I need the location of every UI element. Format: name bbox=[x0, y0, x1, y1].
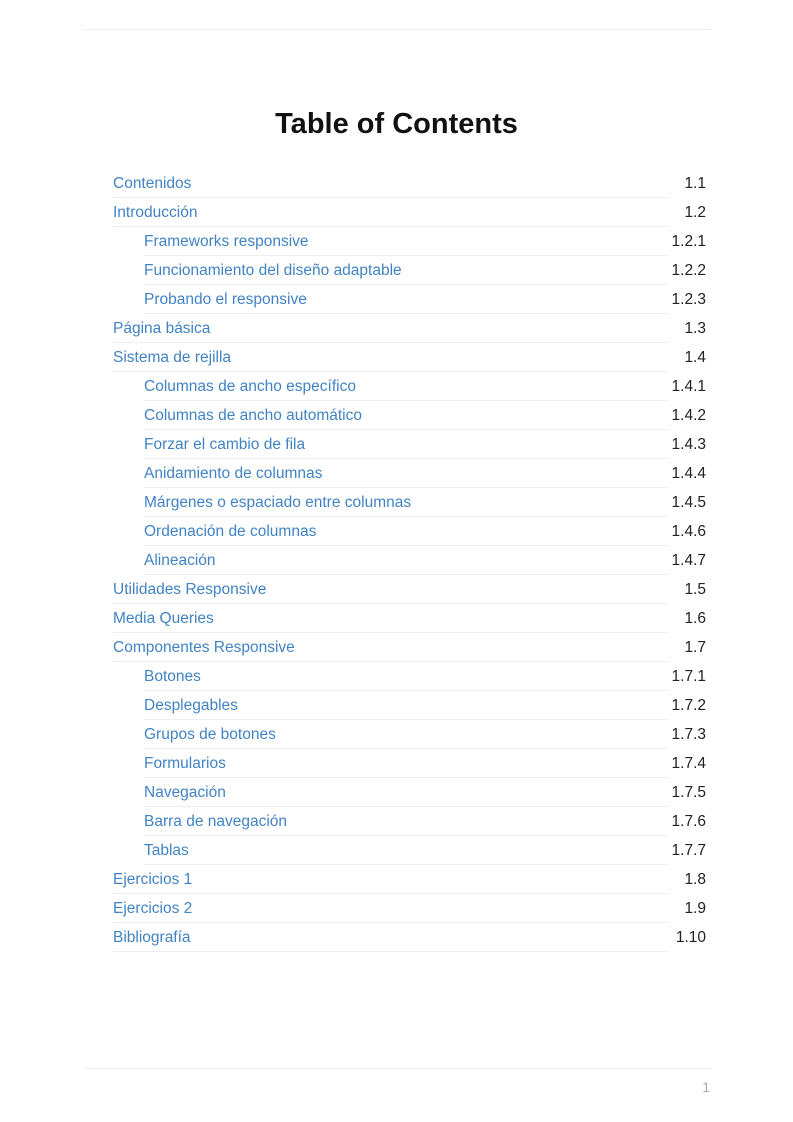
toc-entry-label: Columnas de ancho automático bbox=[144, 407, 362, 424]
toc-entry-label: Alineación bbox=[144, 552, 216, 569]
toc-entry-label: Anidamiento de columnas bbox=[144, 465, 323, 482]
toc-entry-link[interactable] bbox=[113, 605, 707, 633]
toc-entry bbox=[113, 257, 707, 286]
toc-entry-underline bbox=[144, 719, 669, 720]
toc-entry-link[interactable] bbox=[144, 286, 707, 314]
toc-entry-number: 1.7.7 bbox=[671, 842, 706, 859]
toc-entry bbox=[113, 692, 707, 721]
toc-entry bbox=[113, 402, 707, 431]
toc-entry bbox=[113, 837, 707, 866]
toc-entry-label: Columnas de ancho específico bbox=[144, 378, 356, 395]
toc-entry-link[interactable] bbox=[113, 895, 707, 923]
toc-entry-number: 1.5 bbox=[684, 581, 706, 598]
toc-entry-number: 1.2 bbox=[684, 204, 706, 221]
toc-entry-underline bbox=[113, 226, 669, 227]
page-title: Table of Contents bbox=[275, 108, 518, 140]
toc-entry-link[interactable] bbox=[144, 547, 707, 575]
toc-entry-link[interactable] bbox=[144, 808, 707, 836]
toc-entry-label: Frameworks responsive bbox=[144, 233, 309, 250]
toc-entry bbox=[113, 518, 707, 547]
toc-entry bbox=[113, 750, 707, 779]
toc-entry-number: 1.7.2 bbox=[671, 697, 706, 714]
toc-entry-number: 1.4 bbox=[684, 349, 706, 366]
toc-entry-underline bbox=[144, 255, 669, 256]
toc-entry bbox=[113, 344, 707, 373]
toc-entry-link[interactable] bbox=[113, 344, 707, 372]
toc-entry-number: 1.7 bbox=[684, 639, 706, 656]
toc-entry-underline bbox=[113, 342, 669, 343]
toc-entry-link[interactable] bbox=[113, 634, 707, 662]
toc-entry-underline bbox=[144, 574, 669, 575]
toc-entry-underline bbox=[144, 864, 669, 865]
toc-entry-number: 1.6 bbox=[684, 610, 706, 627]
toc-entry-underline bbox=[144, 516, 669, 517]
toc-entry-link[interactable] bbox=[144, 460, 707, 488]
toc-entry-link[interactable] bbox=[144, 837, 707, 865]
toc-entry-link[interactable] bbox=[144, 663, 707, 691]
toc-entry-link[interactable] bbox=[113, 315, 707, 343]
toc-entry-number: 1.7.1 bbox=[671, 668, 706, 685]
toc-entry-underline bbox=[113, 951, 669, 952]
toc-entry-label: Funcionamiento del diseño adaptable bbox=[144, 262, 402, 279]
page-number: 1 bbox=[702, 1079, 710, 1095]
toc-entry-label: Introducción bbox=[113, 204, 198, 221]
toc-entry bbox=[113, 170, 707, 199]
toc-entry-link[interactable] bbox=[144, 489, 707, 517]
toc-entry-number: 1.2.1 bbox=[671, 233, 706, 250]
toc-entry-link[interactable] bbox=[113, 576, 707, 604]
footer-rule bbox=[83, 1068, 711, 1069]
toc-entry-label: Utilidades Responsive bbox=[113, 581, 267, 598]
toc-entry-label: Ordenación de columnas bbox=[144, 523, 317, 540]
toc-entry-number: 1.8 bbox=[684, 871, 706, 888]
toc-entry bbox=[113, 779, 707, 808]
toc-entry-label: Formularios bbox=[144, 755, 226, 772]
toc-entry-underline bbox=[144, 284, 669, 285]
toc-entry bbox=[113, 721, 707, 750]
toc-entry-underline bbox=[144, 835, 669, 836]
toc-entry bbox=[113, 286, 707, 315]
toc-entry-number: 1.7.6 bbox=[671, 813, 706, 830]
toc-entry bbox=[113, 895, 707, 924]
toc-entry-link[interactable] bbox=[144, 228, 707, 256]
toc-entry-underline bbox=[144, 313, 669, 314]
table-of-contents bbox=[113, 170, 707, 953]
toc-entry-number: 1.4.7 bbox=[671, 552, 706, 569]
toc-entry-label: Bibliografía bbox=[113, 929, 191, 946]
toc-entry-underline bbox=[144, 400, 669, 401]
toc-entry bbox=[113, 605, 707, 634]
toc-entry-number: 1.2.2 bbox=[671, 262, 706, 279]
toc-entry bbox=[113, 866, 707, 895]
toc-entry bbox=[113, 199, 707, 228]
toc-entry-label: Márgenes o espaciado entre columnas bbox=[144, 494, 412, 511]
toc-entry-underline bbox=[113, 632, 669, 633]
toc-entry-number: 1.4.1 bbox=[671, 378, 706, 395]
header-rule bbox=[83, 29, 711, 30]
toc-entry bbox=[113, 634, 707, 663]
toc-entry-number: 1.7.4 bbox=[671, 755, 706, 772]
toc-entry-underline bbox=[113, 661, 669, 662]
toc-entry-link[interactable] bbox=[144, 257, 707, 285]
toc-entry-underline bbox=[144, 777, 669, 778]
toc-entry-link[interactable] bbox=[144, 692, 707, 720]
toc-entry bbox=[113, 431, 707, 460]
toc-entry-underline bbox=[113, 371, 669, 372]
toc-entry-number: 1.9 bbox=[684, 900, 706, 917]
toc-entry-link[interactable] bbox=[144, 402, 707, 430]
toc-entry-number: 1.3 bbox=[684, 320, 706, 337]
toc-entry-link[interactable] bbox=[144, 373, 707, 401]
toc-entry-number: 1.4.2 bbox=[671, 407, 706, 424]
toc-entry-number: 1.7.5 bbox=[671, 784, 706, 801]
toc-entry-number: 1.4.4 bbox=[671, 465, 706, 482]
toc-entry-number: 1.1 bbox=[684, 175, 706, 192]
toc-entry-link[interactable] bbox=[113, 199, 707, 227]
toc-entry-link[interactable] bbox=[113, 170, 707, 198]
toc-entry bbox=[113, 373, 707, 402]
toc-entry-number: 1.2.3 bbox=[671, 291, 706, 308]
toc-entry-number: 1.4.6 bbox=[671, 523, 706, 540]
toc-entry-link[interactable] bbox=[144, 779, 707, 807]
toc-entry-link[interactable] bbox=[144, 431, 707, 459]
toc-entry-label: Componentes Responsive bbox=[113, 639, 295, 656]
toc-entry-link[interactable] bbox=[144, 721, 707, 749]
toc-entry-label: Barra de navegación bbox=[144, 813, 288, 830]
toc-entry-label: Forzar el cambio de fila bbox=[144, 436, 306, 453]
toc-entry-label: Media Queries bbox=[113, 610, 214, 627]
toc-entry-link[interactable] bbox=[144, 750, 707, 778]
toc-entry-label: Tablas bbox=[144, 842, 189, 859]
toc-entry-label: Botones bbox=[144, 668, 201, 685]
toc-entry-underline bbox=[113, 603, 669, 604]
toc-entry-link[interactable] bbox=[113, 866, 707, 894]
toc-entry bbox=[113, 663, 707, 692]
toc-entry-label: Probando el responsive bbox=[144, 291, 307, 308]
toc-entry-underline bbox=[113, 922, 669, 923]
toc-entry-number: 1.10 bbox=[675, 929, 706, 946]
toc-entry-label: Desplegables bbox=[144, 697, 238, 714]
toc-entry-underline bbox=[113, 197, 669, 198]
toc-entry-link[interactable] bbox=[113, 924, 707, 952]
toc-entry-underline bbox=[144, 748, 669, 749]
toc-entry-underline bbox=[144, 806, 669, 807]
toc-entry bbox=[113, 489, 707, 518]
toc-entry-label: Sistema de rejilla bbox=[113, 349, 232, 366]
toc-entry-underline bbox=[113, 893, 669, 894]
toc-entry-label: Contenidos bbox=[113, 175, 192, 192]
toc-entry-underline bbox=[144, 458, 669, 459]
toc-entry bbox=[113, 924, 707, 953]
toc-entry bbox=[113, 576, 707, 605]
toc-entry bbox=[113, 547, 707, 576]
toc-entry-number: 1.4.5 bbox=[671, 494, 706, 511]
toc-entry-underline bbox=[144, 545, 669, 546]
toc-entry-number: 1.4.3 bbox=[671, 436, 706, 453]
toc-entry bbox=[113, 808, 707, 837]
toc-entry bbox=[113, 460, 707, 489]
toc-entry-link[interactable] bbox=[144, 518, 707, 546]
toc-entry bbox=[113, 228, 707, 257]
toc-entry bbox=[113, 315, 707, 344]
toc-entry-label: Grupos de botones bbox=[144, 726, 276, 743]
toc-entry-label: Página básica bbox=[113, 320, 211, 337]
toc-entry-label: Ejercicios 2 bbox=[113, 900, 193, 917]
toc-entry-label: Ejercicios 1 bbox=[113, 871, 193, 888]
toc-entry-label: Navegación bbox=[144, 784, 226, 801]
toc-entry-underline bbox=[144, 487, 669, 488]
toc-entry-number: 1.7.3 bbox=[671, 726, 706, 743]
toc-entry-underline bbox=[144, 690, 669, 691]
toc-entry-underline bbox=[144, 429, 669, 430]
